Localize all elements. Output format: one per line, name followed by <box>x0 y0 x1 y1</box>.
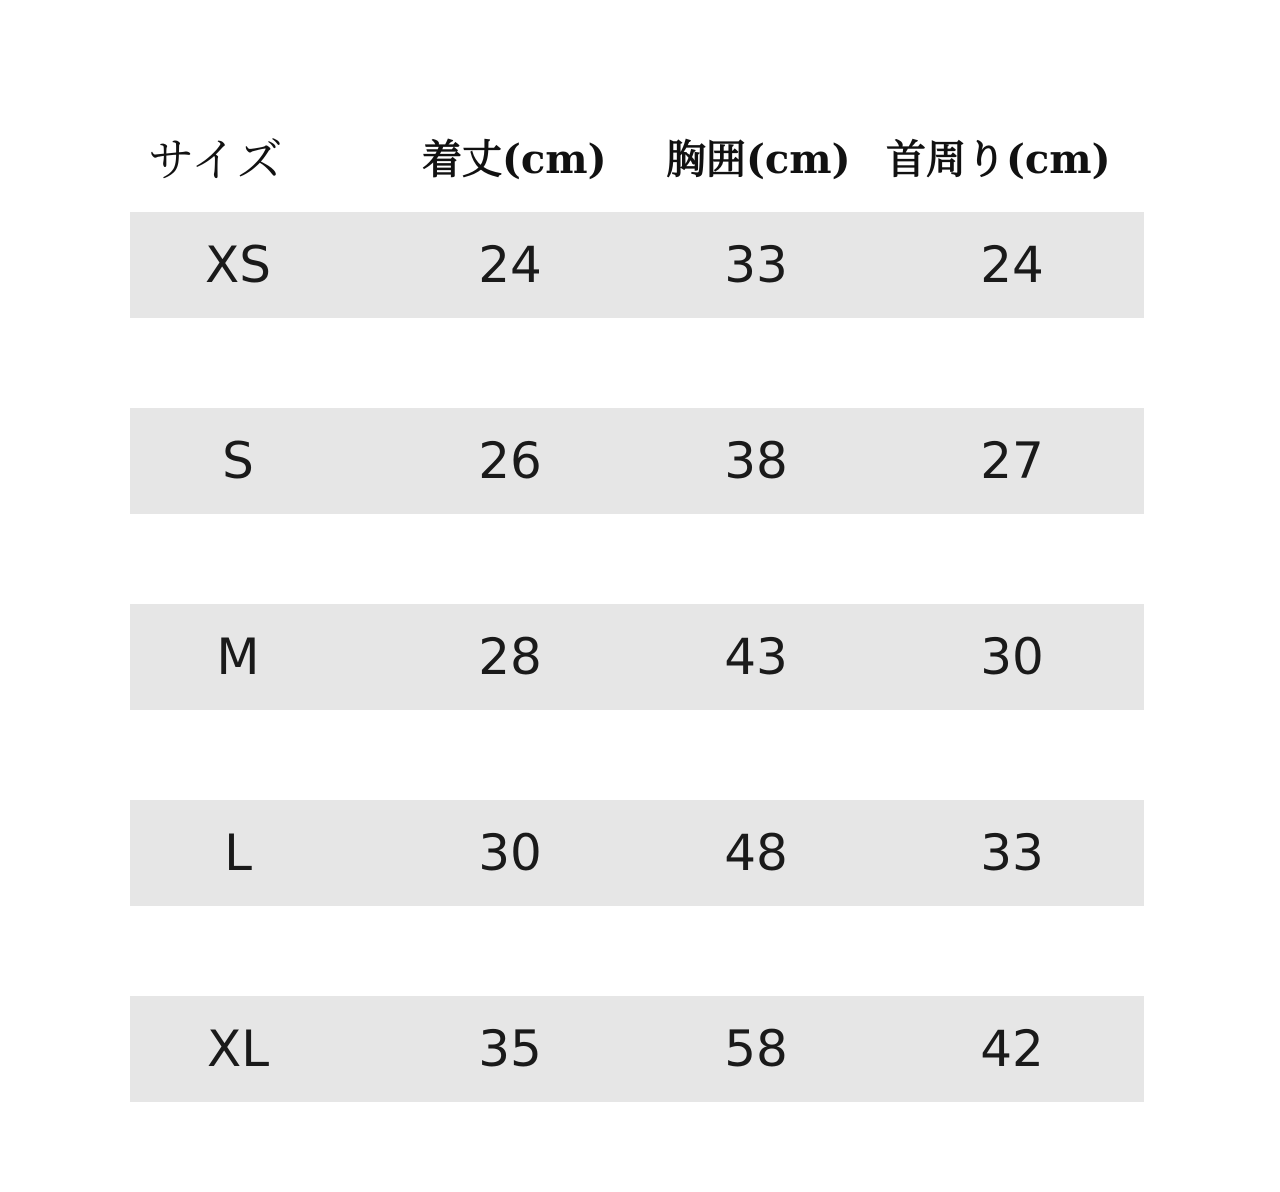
cell-length: 35 <box>478 1020 542 1078</box>
cell-size: XS <box>205 236 271 294</box>
table-row <box>130 800 1144 906</box>
cell-chest: 48 <box>724 824 788 882</box>
table-header-row <box>130 130 1144 190</box>
cell-size: XL <box>206 1020 270 1078</box>
cell-size: S <box>222 432 254 490</box>
cell-chest: 33 <box>724 236 788 294</box>
table-row <box>130 212 1144 318</box>
cell-length: 24 <box>478 236 542 294</box>
cell-length: 28 <box>478 628 542 686</box>
cell-size: M <box>216 628 260 686</box>
cell-neck: 30 <box>980 628 1044 686</box>
header-chest: 胸囲(cm) <box>666 136 851 183</box>
cell-neck: 27 <box>980 432 1044 490</box>
table-row <box>130 604 1144 710</box>
table-row <box>130 996 1144 1102</box>
cell-chest: 43 <box>724 628 788 686</box>
table-row <box>130 408 1144 514</box>
cell-length: 26 <box>478 432 542 490</box>
cell-chest: 58 <box>724 1020 788 1078</box>
header-neck: 首周り(cm) <box>886 136 1111 183</box>
cell-chest: 38 <box>724 432 788 490</box>
cell-neck: 33 <box>980 824 1044 882</box>
size-chart-table <box>130 130 1144 1078</box>
cell-length: 30 <box>478 824 542 882</box>
table-body <box>130 212 1144 1192</box>
cell-neck: 42 <box>980 1020 1044 1078</box>
cell-size: L <box>224 824 252 882</box>
header-size: サイズ <box>148 133 283 187</box>
cell-neck: 24 <box>980 236 1044 294</box>
header-length: 着丈(cm) <box>422 136 607 183</box>
